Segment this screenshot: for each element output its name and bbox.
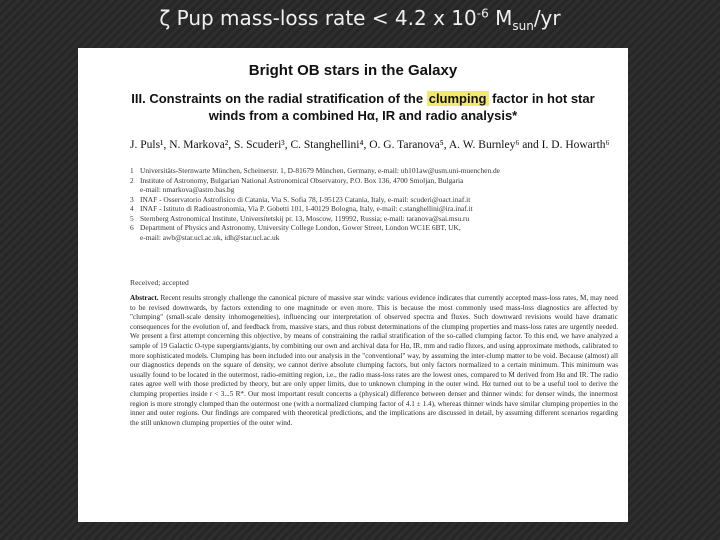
- affiliation-text: Institute of Astronomy, Bulgarian National Astronomical Observatory, P.O. Box 136, 4700 Smoljan, Bulgaria: [140, 175, 464, 185]
- paper-title: [118, 90, 608, 124]
- slide-title: [0, 6, 720, 33]
- slide-title-prefix: ζ Pup mass-loss rate < 4.2 x 10: [159, 6, 477, 30]
- affiliation-row: [130, 176, 618, 186]
- affiliation-text: e-mail: awb@star.ucl.ac.uk, idh@star.ucl.ac.uk: [140, 232, 280, 242]
- affiliation-number: 1: [130, 166, 134, 175]
- affiliation-number: 4: [130, 204, 134, 213]
- abstract: [130, 294, 618, 428]
- slide-title-exponent: -6: [476, 6, 489, 21]
- affiliations: [130, 166, 618, 242]
- affiliation-number: 3: [130, 194, 134, 204]
- affiliation-number: [130, 185, 140, 195]
- slide-title-suffix: /yr: [533, 6, 561, 30]
- journal-header: Bright OB stars in the Galaxy: [248, 62, 458, 79]
- affiliation-row: [130, 166, 618, 176]
- highlighted-word: clumping: [428, 91, 487, 106]
- affiliation-row: [130, 204, 618, 214]
- affiliation-text: INAF - Istituto di Radioastronomia, Via P. Gobetti 101, I-40129 Bologna, Italy, e-mail: c.stanghellini@ira.inaf.it: [140, 204, 473, 213]
- affiliation-number: 5: [130, 213, 134, 223]
- slide-title-mid: M: [488, 6, 513, 30]
- affiliation-row: [130, 233, 618, 243]
- affiliation-text: Department of Physics and Astronomy, University College London, Gower Street, London WC1E 6BT, UK,: [140, 223, 461, 232]
- affiliation-text: e-mail: nmarkova@astro.bas.bg: [140, 185, 235, 194]
- affiliation-row: [130, 214, 618, 224]
- abstract-text: Recent results strongly challenge the canonical picture of massive star winds: various evidence indicates that currently accepted mass-loss rates, Ṁ, may need to be revised downwards, by factors extending to one magnitude or even more. This is because the most commonly used mass-loss diagnostics are affected by "clumping" (small-scale density inhomogeneities), influencing our interpretation of observed spectra and fluxes. Such downward revisions would have dramatic consequences for the evolution of, and feedback from, massive stars, and thus robust determinations of the clumping properties and mass-loss rates are urgently needed. We present a first attempt concerning this objective, by means of constraining the radial stratification of the so-called clumping factor. To this end, we have analyzed a sample of 19 Galactic O-type supergiants/giants, by combining our own and archival data for Hα, IR, mm and radio fluxes, and using approximate methods, calibrated to more sophisticated models. Clumping has been included into our analysis in the "conventional" way, by assuming the inter-clump matter to be void. Because (almost) all our diagnostics depends on the square of density, we cannot derive absolute clumping factors, but only factors normalized to a certain minimum. This minimum was usually found to be located in the outermost, radio-emitting region, i.e., the radio mass-loss rates are the lowest ones, compared to Ṁ derived from Hα and IR. The radio rates agree well with those predicted by theory, but are only upper limits, due to unknown clumping in the outer wind. Hα turned out to be a useful tool to derive the clumping properties inside r < 3...5 R*. Our most important result concerns a (physical) difference between denser and thinner winds: for denser winds, the innermost region is more strongly clumped than the outermost one (with a normalized clumping factor of 4.1 ± 1.4), whereas thinner winds have similar clumping properties in the inner and outer regions. Our findings are compared with theoretical predictions, and the implications are discussed in detail, by assuming different scenarios regarding the still unknown clumping properties of the outer wind.: [130, 294, 619, 427]
- received-line: Received; accepted: [130, 278, 189, 287]
- affiliation-number: 2: [130, 175, 134, 185]
- author-list: J. Puls¹, N. Markova², S. Scuderi³, C. Stanghellini⁴, O. G. Taranova⁵, A. W. Burnley⁶ and I. D. Howarth⁶: [130, 139, 610, 151]
- affiliation-row: [130, 185, 618, 195]
- affiliation-text: Sternberg Astronomical Institute, Universitetskij pr. 13, Moscow, 119992, Russia; e-mail: taranova@sai.msu.ru: [140, 213, 470, 223]
- paper-title-end: factor in hot star winds from a combined Hα, IR and radio analysis*: [208, 91, 595, 123]
- affiliation-number: 6: [130, 223, 134, 232]
- affiliation-row: [130, 223, 618, 233]
- paper-title-start: III. Constraints on the radial stratification of the: [131, 91, 427, 106]
- slide-title-subscript: sun: [512, 19, 534, 33]
- affiliation-row: [130, 195, 618, 205]
- affiliation-number: [130, 233, 140, 243]
- abstract-label: Abstract.: [130, 294, 159, 302]
- affiliation-text: INAF - Osservatorio Astrofisico di Catania, Via S. Sofia 78, I-95123 Catania, Italy, e-mail: scuderi@oact.inaf.it: [140, 194, 471, 204]
- paper-image: [78, 48, 628, 522]
- affiliation-text: Universitäts-Sternwarte München, Scheinerstr. 1, D-81679 München, Germany, e-mail: uh101aw@usm.uni-muenchen.de: [140, 166, 500, 175]
